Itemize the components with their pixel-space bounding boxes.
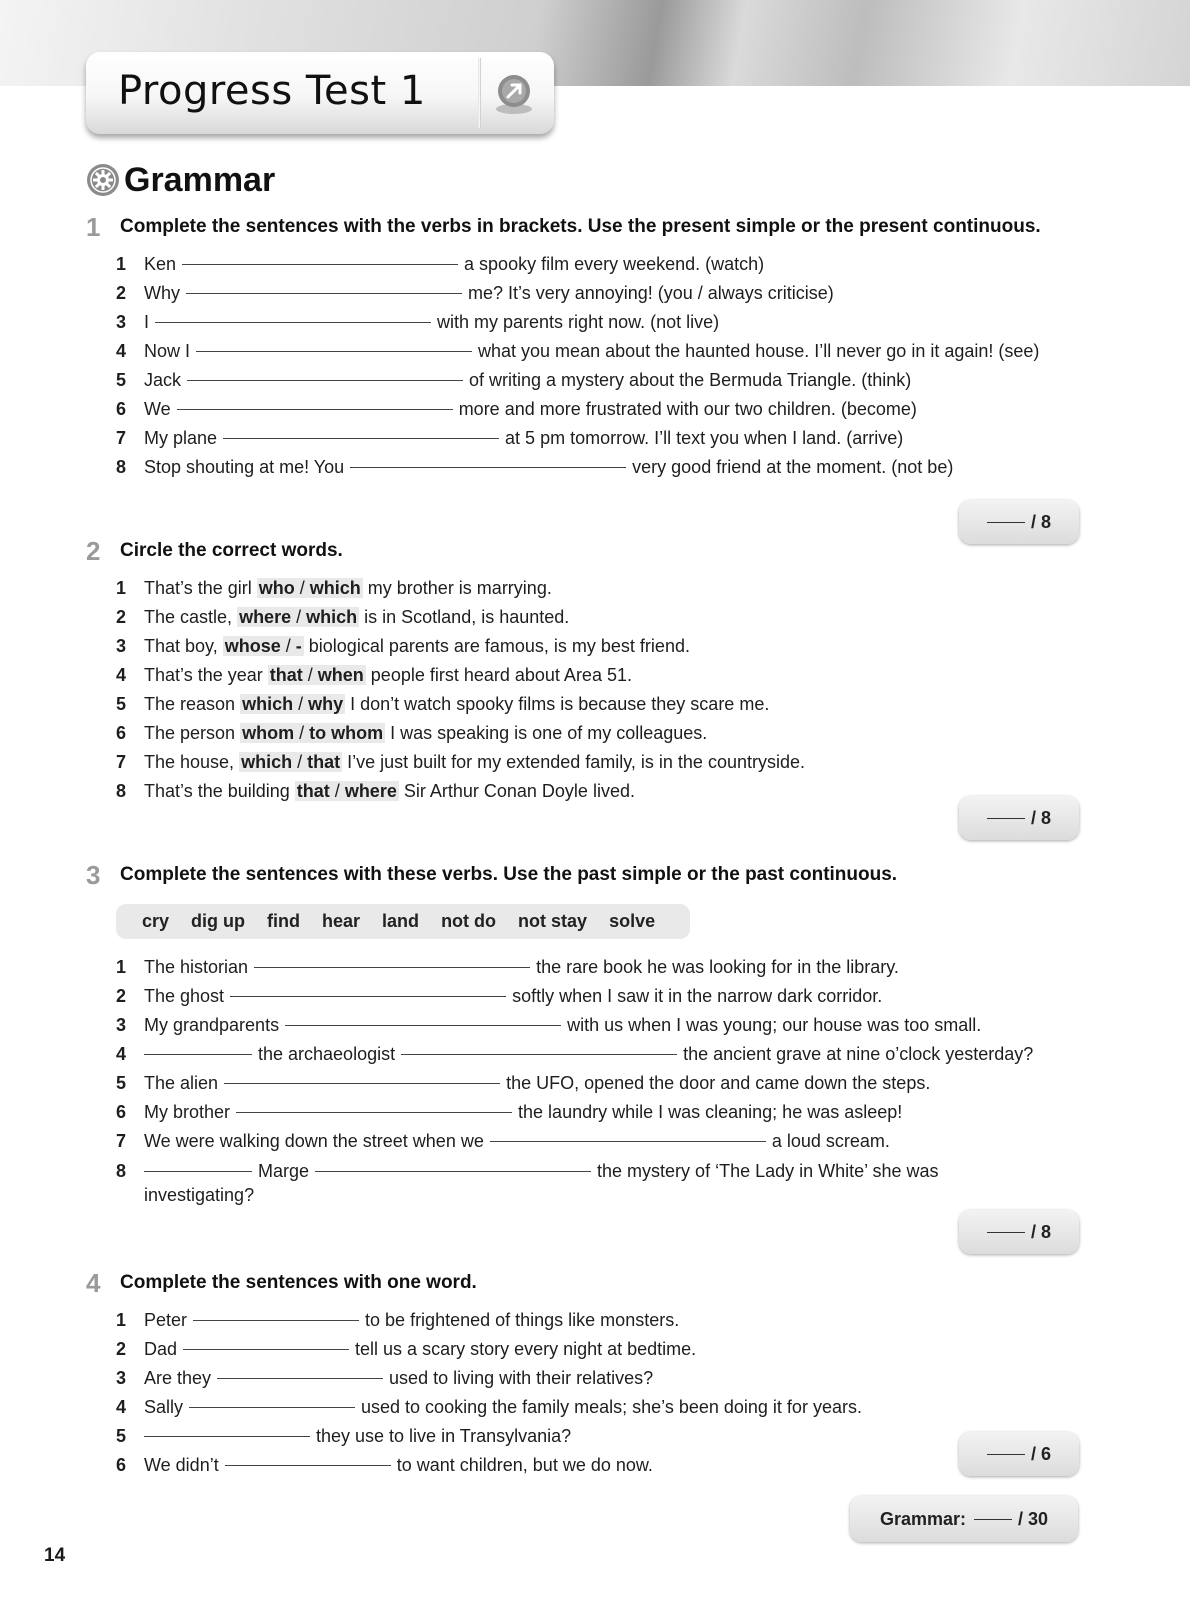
title-tab	[86, 52, 554, 134]
list-item: 5 The alien the UFO, opened the door and came down the steps.	[116, 1073, 931, 1093]
score-box-1: / 8	[959, 500, 1079, 544]
answer-blank[interactable]	[490, 1141, 766, 1142]
list-item: 6 The person whom / to whom I was speaking is one of my colleagues.	[116, 723, 708, 743]
list-item: 4 Sally used to cooking the family meals; she’s been doing it for years.	[116, 1397, 862, 1417]
exercise-instruction: Complete the sentences with these verbs. Use the past simple or the past continuous.	[120, 864, 898, 885]
list-item: 3 Are they used to living with their relatives?	[116, 1368, 654, 1388]
option-b[interactable]: when	[317, 665, 364, 685]
list-item: 8 Stop shouting at me! You very good friend at the moment. (not be)	[116, 457, 954, 477]
score-box-2: / 8	[959, 796, 1079, 840]
answer-blank[interactable]	[186, 293, 462, 294]
exercise-instruction: Complete the sentences with the verbs in brackets. Use the present simple or the present continuous.	[120, 216, 1041, 237]
answer-blank[interactable]	[144, 1436, 310, 1437]
word-bank-item: solve	[609, 911, 656, 931]
exercise-number: 1	[86, 212, 101, 242]
score-box-4: / 6	[959, 1432, 1079, 1476]
list-item: 6 We didn’t to want children, but we do now.	[116, 1455, 653, 1475]
grammar-total-box	[850, 1496, 1078, 1542]
exercise-2	[86, 536, 1106, 806]
list-item: 8 Marge the mystery of ‘The Lady in White’ she was investigating?	[116, 1161, 939, 1205]
score-blank[interactable]	[987, 522, 1025, 523]
list-item: 1 The historian the rare book he was looking for in the library.	[116, 957, 899, 977]
list-item: 7 The house, which / that I’ve just built for my extended family, is in the countryside.	[116, 752, 805, 772]
answer-blank[interactable]	[217, 1378, 383, 1379]
list-item: 5 they use to live in Transylvania?	[116, 1426, 572, 1446]
answer-blank[interactable]	[350, 467, 626, 468]
list-item: 6 My brother the laundry while I was cleaning; he was asleep!	[116, 1102, 903, 1122]
list-item: 3 That boy, whose / - biological parents are famous, is my best friend.	[116, 636, 690, 656]
answer-blank[interactable]	[285, 1025, 561, 1026]
option-a[interactable]: who	[258, 578, 295, 598]
list-item: 2 The ghost softly when I saw it in the narrow dark corridor.	[116, 986, 883, 1006]
option-a[interactable]: which	[241, 752, 293, 772]
list-item: 1 Peter to be frightened of things like monsters.	[116, 1310, 680, 1330]
list-item: 7 We were walking down the street when we a loud scream.	[116, 1131, 890, 1151]
list-item: 8 That’s the building that / where Sir Arthur Conan Doyle lived.	[116, 781, 635, 801]
section-title: Grammar	[124, 160, 276, 199]
arrow-circle-icon	[491, 70, 537, 116]
option-b[interactable]: which	[306, 607, 358, 627]
title-divider	[478, 58, 481, 128]
option-b[interactable]: which	[309, 578, 361, 598]
word-bank-item: not stay	[518, 911, 588, 931]
word-bank-item: find	[267, 911, 301, 931]
word-bank-item: not do	[441, 911, 497, 931]
exercise-instruction: Complete the sentences with one word.	[120, 1272, 477, 1293]
list-item: 4 That’s the year that / when people first heard about Area 51.	[116, 665, 632, 685]
answer-blank[interactable]	[144, 1171, 252, 1172]
list-item: 6 We more and more frustrated with our two children. (become)	[116, 399, 917, 419]
option-a[interactable]: whom	[242, 723, 295, 743]
total-label: Grammar:	[879, 1508, 966, 1529]
page-title: Progress Test 1	[118, 68, 426, 114]
answer-blank[interactable]	[144, 1054, 252, 1055]
word-bank-item: land	[382, 911, 420, 931]
list-item: 3 My grandparents with us when I was young; our house was too small.	[116, 1015, 982, 1035]
word-bank-item: hear	[322, 911, 361, 931]
list-item: 1 That’s the girl who / which my brother is marrying.	[116, 578, 552, 598]
option-b[interactable]: that	[307, 752, 341, 772]
answer-blank[interactable]	[236, 1112, 512, 1113]
list-item: 3 I with my parents right now. (not live)	[116, 312, 720, 332]
answer-blank[interactable]	[225, 1465, 391, 1466]
word-bank-item: dig up	[191, 911, 246, 931]
answer-blank[interactable]	[230, 996, 506, 997]
option-a[interactable]: where	[239, 607, 292, 627]
exercise-4	[86, 1268, 1106, 1480]
option-b[interactable]: where	[344, 781, 397, 801]
list-item: 2 Dad tell us a scary story every night at bedtime.	[116, 1339, 697, 1359]
option-b[interactable]: -	[295, 636, 302, 656]
answer-blank[interactable]	[189, 1407, 355, 1408]
list-item: 2 Why me? It’s very annoying! (you / always criticise)	[116, 283, 834, 303]
exercise-3	[86, 860, 1106, 1207]
answer-blank[interactable]	[187, 380, 463, 381]
word-bank	[116, 904, 690, 939]
exercise-1	[86, 212, 1106, 482]
score-blank[interactable]	[987, 818, 1025, 819]
option-a[interactable]: that	[269, 665, 303, 685]
option-b[interactable]: to whom	[309, 723, 384, 743]
answer-blank[interactable]	[315, 1171, 591, 1172]
list-item: 4 Now I what you mean about the haunted house. I’ll never go in it again! (see)	[116, 341, 1040, 361]
option-b[interactable]: why	[308, 694, 344, 714]
answer-blank[interactable]	[182, 264, 458, 265]
score-blank[interactable]	[974, 1519, 1012, 1520]
option-a[interactable]: which	[242, 694, 294, 714]
exercise-number: 4	[86, 1268, 101, 1298]
list-item: 7 My plane at 5 pm tomorrow. I’ll text you when I land. (arrive)	[116, 428, 904, 448]
section-heading	[86, 160, 275, 200]
total-score: / 30	[1018, 1508, 1049, 1529]
answer-blank[interactable]	[196, 351, 472, 352]
answer-blank[interactable]	[224, 1083, 500, 1084]
score-blank[interactable]	[987, 1454, 1025, 1455]
answer-blank[interactable]	[401, 1054, 677, 1055]
list-item: 5 The reason which / why I don’t watch spooky films is because they scare me.	[116, 694, 770, 714]
word-bank-item: cry	[142, 911, 170, 931]
exercise-number: 3	[86, 860, 101, 890]
exercise-instruction: Circle the correct words.	[120, 540, 343, 561]
option-a[interactable]: that	[296, 781, 330, 801]
gear-icon	[86, 163, 120, 197]
exercise-number: 2	[86, 536, 101, 566]
list-item: 4 the archaeologist the ancient grave at nine o’clock yesterday?	[116, 1044, 1034, 1064]
option-a[interactable]: whose	[224, 636, 281, 656]
list-item: 5 Jack of writing a mystery about the Bermuda Triangle. (think)	[116, 370, 912, 390]
answer-blank[interactable]	[223, 438, 499, 439]
page-number: 14	[44, 1545, 66, 1566]
answer-blank[interactable]	[177, 409, 453, 410]
answer-blank[interactable]	[193, 1320, 359, 1321]
answer-blank[interactable]	[183, 1349, 349, 1350]
answer-blank[interactable]	[155, 322, 431, 323]
list-item: 2 The castle, where / which is in Scotland, is haunted.	[116, 607, 570, 627]
answer-blank[interactable]	[254, 967, 530, 968]
list-item: 1 Ken a spooky film every weekend. (watch)	[116, 254, 765, 274]
score-blank[interactable]	[987, 1232, 1025, 1233]
score-box-3: / 8	[959, 1210, 1079, 1254]
